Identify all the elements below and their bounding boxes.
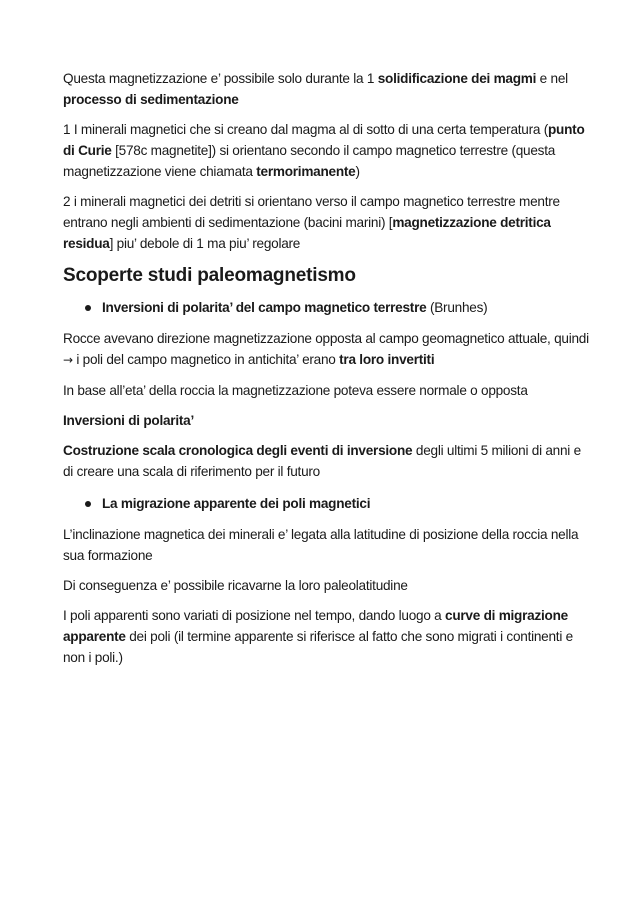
paragraph-inversions-title <box>63 410 593 431</box>
bullet-item-polarity-inversions <box>63 297 593 318</box>
bullet-dot-icon <box>85 501 91 507</box>
section-heading: Scoperte studi paleomagnetismo <box>63 265 356 286</box>
paragraph-magnetization-intro <box>63 68 593 110</box>
text: degli ultimi 5 milioni di anni e di creare una scala di riferimento per il futuro <box>63 443 581 479</box>
bold-text: punto di Curie <box>63 122 585 158</box>
text: Questa magnetizzazione e’ possibile solo durante la 1 <box>63 71 378 86</box>
paragraph-rock-age: In base all’eta’ della roccia la magnetizzazione poteva essere normale o opposta <box>63 383 528 398</box>
bold-text: Costruzione scala cronologica degli eventi di inversione <box>63 443 413 458</box>
text: 1 I minerali magnetici che si creano dal magma al di sotto di una certa temperatura ( <box>63 122 548 137</box>
paragraph-paleolatitude: Di conseguenza e’ possibile ricavarne la loro paleolatitudine <box>63 578 408 593</box>
paragraph-thermoremanent <box>63 119 593 182</box>
arrow-right-icon: → <box>63 353 73 367</box>
paragraph-detrital <box>63 191 593 254</box>
paragraph-apparent-poles <box>63 605 593 668</box>
text: [578c magnetite]) si orientano secondo il campo magnetico terrestre (questa magnetizzazione viene chiamata <box>63 143 556 179</box>
bold-text: tra loro invertiti <box>339 352 435 367</box>
bold-text: Inversioni di polarita’ <box>63 413 194 428</box>
paragraph-chronological-scale <box>63 440 593 482</box>
text: i poli del campo magnetico in antichita’ erano <box>72 352 340 367</box>
text: I poli apparenti sono variati di posizione nel tempo, dando luogo a <box>63 608 446 623</box>
bold-text: processo di sedimentazione <box>63 92 239 107</box>
text: e nel <box>536 71 568 86</box>
text: 2 i minerali magnetici dei detriti si orientano verso il campo magnetico terrestre mentre entrano negli ambienti di sedimentazione (bacini marini) [ <box>63 194 560 230</box>
bold-text: solidificazione dei magmi <box>377 71 537 86</box>
bold-text: Inversioni di polarita’ del campo magnetico terrestre <box>102 300 427 315</box>
paragraph-inclination: L’inclinazione magnetica dei minerali e’ legata alla latitudine di posizione della roccia nella sua formazione <box>63 527 579 563</box>
bullet-dot-icon <box>85 305 91 311</box>
bold-text: curve di migrazione apparente <box>63 608 568 644</box>
text: ) <box>355 164 360 179</box>
text: (Brunhes) <box>426 300 488 315</box>
text: dei poli (il termine apparente si riferisce al fatto che sono migrati i continenti e non i poli.) <box>63 629 573 665</box>
text: Rocce avevano direzione magnetizzazione opposta al campo geomagnetico attuale, quindi <box>63 331 589 346</box>
text: ] piu’ debole di 1 ma piu’ regolare <box>109 236 301 251</box>
document-body <box>63 68 593 668</box>
bullet-item-pole-migration <box>63 493 593 514</box>
bold-text: termorimanente <box>256 164 356 179</box>
paragraph-opposite-direction <box>63 328 593 371</box>
bold-text: magnetizzazione detritica residua <box>63 215 551 251</box>
bold-text: La migrazione apparente dei poli magnetici <box>102 496 371 511</box>
